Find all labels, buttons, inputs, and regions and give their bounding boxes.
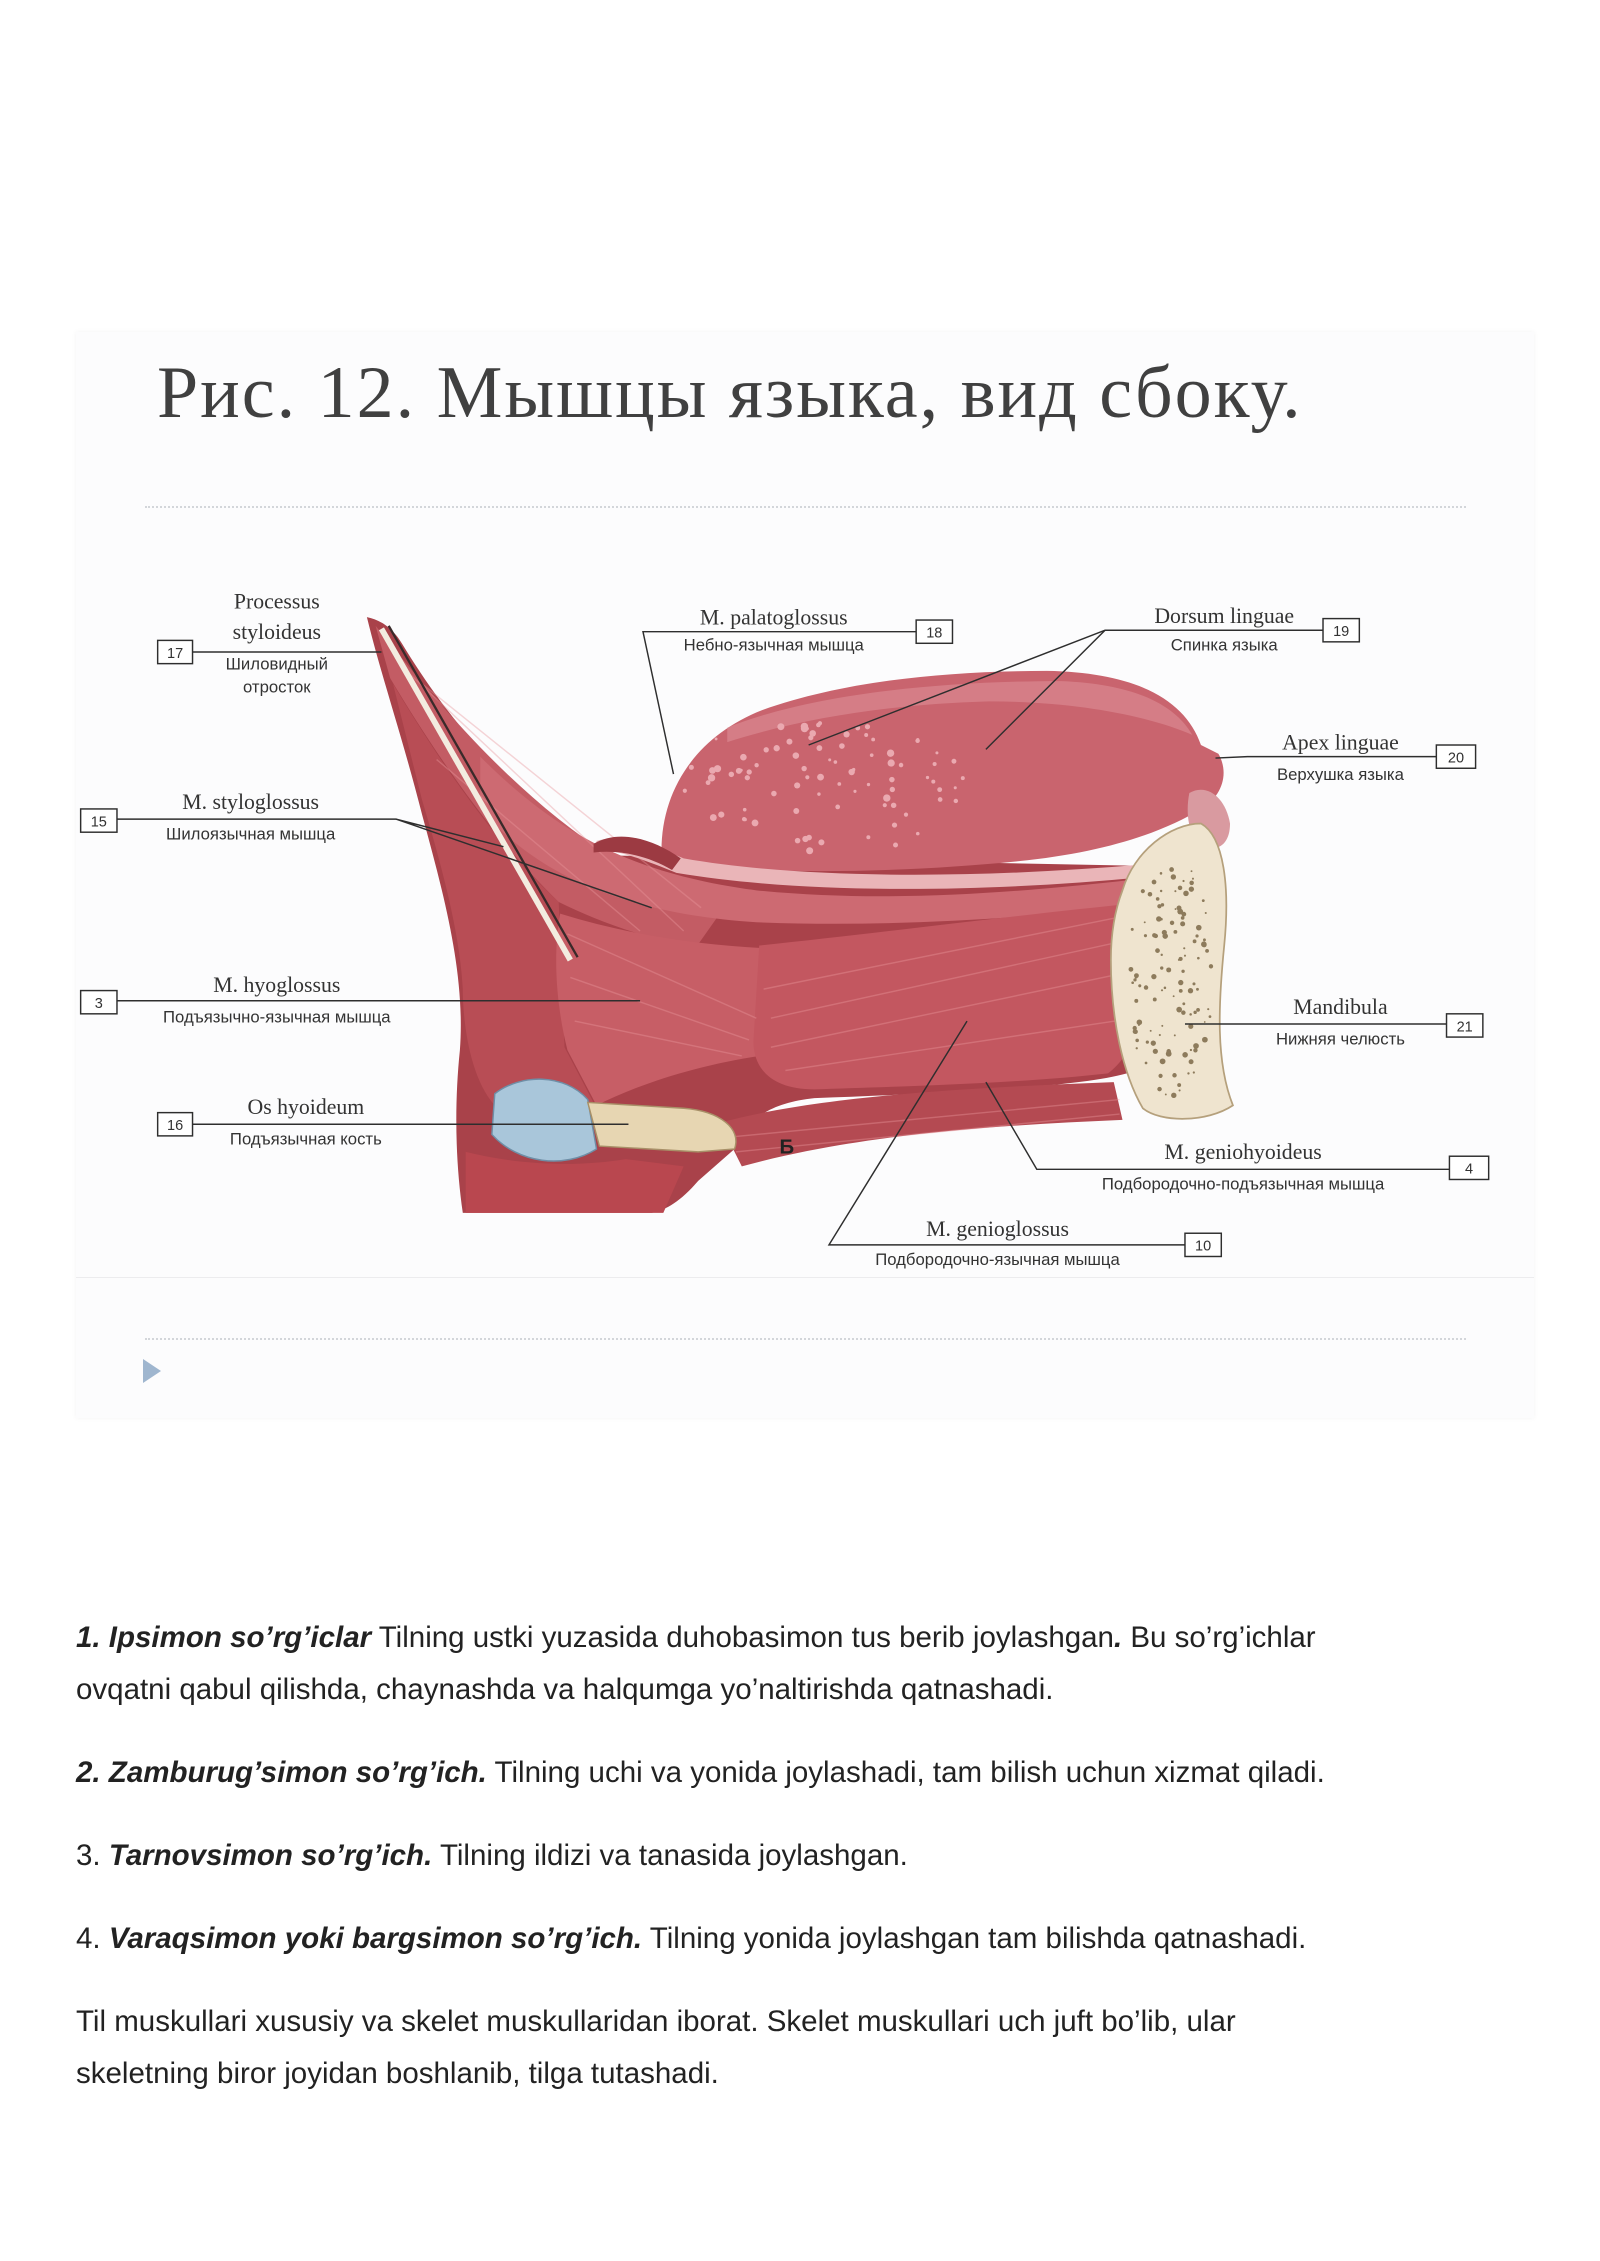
bone-pore <box>1183 947 1185 949</box>
bone-pore <box>1173 930 1177 934</box>
papilla-dot <box>764 747 769 752</box>
bone-pore <box>1177 906 1182 911</box>
bone-pore <box>1161 954 1163 956</box>
bone-pore <box>1209 964 1213 968</box>
paragraph-til-muskullari <box>76 1996 1556 2100</box>
paragraph-text: Tilning ustki yuzasida duhobasimon tus berib joylashgan <box>371 1621 1114 1654</box>
papilla-dot <box>883 794 890 801</box>
bone-pore <box>1179 989 1183 993</box>
papilla-dot <box>743 808 747 812</box>
bone-pore <box>1207 1008 1209 1010</box>
papilla-dot <box>747 769 752 774</box>
papilla-dot <box>706 780 711 785</box>
bone-pore <box>1209 1015 1212 1018</box>
bone-pore <box>1179 1089 1181 1091</box>
bone-pore <box>1153 998 1157 1002</box>
label-number: 18 <box>926 625 943 642</box>
paragraph-line: Til muskullari xususiy va skelet muskullaridan iborat. Skelet muskullari uch juft bo’lib, ular <box>76 2005 1236 2038</box>
bone-pore <box>1136 1047 1138 1049</box>
papilla-dot <box>805 775 809 779</box>
label-latin: M. styloglossus <box>182 789 320 814</box>
bone-pore <box>1164 987 1167 990</box>
bone-pore <box>1134 999 1138 1003</box>
bone-pore <box>1156 916 1161 921</box>
label-russian: Подбородочно-подъязычная мышца <box>1101 1174 1385 1194</box>
papilla-dot <box>839 743 845 749</box>
papilla-dot <box>888 759 895 766</box>
bone-pore <box>1178 886 1183 891</box>
bone-pore <box>1201 941 1207 947</box>
bone-pore <box>1133 978 1136 981</box>
bone-pore <box>1202 899 1205 902</box>
bone-pore <box>1176 1007 1182 1013</box>
paragraph-line <box>76 1612 1556 1664</box>
label-processus-styloideus <box>158 589 328 696</box>
bone-pore <box>1160 872 1163 875</box>
bone-pore <box>1152 933 1156 937</box>
bone-pore <box>1189 1059 1194 1064</box>
dotted-divider-top <box>145 506 1466 508</box>
papilla-dot <box>774 745 780 751</box>
papilla-dot <box>889 777 894 782</box>
figure-panel <box>76 332 1534 1418</box>
papilla-dot <box>710 814 717 821</box>
bone-pore <box>1182 880 1184 882</box>
label-latin: Dorsum linguae <box>1154 603 1295 628</box>
papilla-dot <box>816 745 822 751</box>
bone-pore <box>1156 897 1160 901</box>
bone-pore <box>1205 912 1207 914</box>
bone-pore <box>1171 874 1176 879</box>
bone-pore <box>1148 892 1153 897</box>
label-mandibula <box>1276 995 1483 1049</box>
papilla-dot <box>715 737 718 740</box>
bone-pore <box>1158 1074 1162 1078</box>
bone-pore <box>1193 1043 1199 1049</box>
label-number: 15 <box>90 814 107 831</box>
paragraph-line <box>76 1747 1556 1799</box>
bone-pore <box>1196 1008 1200 1012</box>
article-text <box>76 1612 1556 2131</box>
bone-pore <box>1181 916 1185 920</box>
papilla-dot <box>931 780 935 784</box>
bone-pore <box>1162 930 1167 935</box>
bone-pore <box>1173 995 1175 997</box>
label-russian: Спинка языка <box>1170 635 1278 655</box>
anatomy-drawing <box>367 617 1233 1213</box>
bone-pore <box>1205 949 1209 953</box>
papilla-dot <box>793 752 800 759</box>
label-number: 10 <box>1195 1238 1212 1255</box>
label-number: 20 <box>1447 750 1465 767</box>
bone-pore <box>1152 880 1157 885</box>
papilla-dot <box>740 769 743 772</box>
bone-pore <box>1179 957 1183 961</box>
label-styloglossus <box>81 790 336 844</box>
label-geniohyoideus <box>1102 1140 1489 1194</box>
papilla-dot <box>893 842 898 847</box>
papilla-dot <box>718 812 724 818</box>
label-latin: M. hyoglossus <box>213 973 341 998</box>
paragraph-line: skeletning biror joyidan boshlanib, tilga tutashadi. <box>76 2057 719 2090</box>
papilla-dot <box>892 822 897 827</box>
bone-pore <box>1141 889 1145 893</box>
bone-pore <box>1138 1024 1140 1026</box>
label-russian: Подъязычно-язычная мышца <box>163 1007 391 1027</box>
papilla-dot <box>961 776 965 780</box>
dotted-divider-bottom <box>145 1338 1466 1340</box>
papilla-dot <box>938 797 943 802</box>
label-russian: отросток <box>243 677 311 697</box>
papilla-dot <box>818 839 824 845</box>
label-russian: Верхушка языка <box>1276 764 1404 784</box>
bone-pore <box>1203 938 1206 941</box>
papilla-dot <box>954 786 957 789</box>
bone-pore <box>1160 1058 1166 1064</box>
bone-pore <box>1169 867 1174 872</box>
papilla-dot <box>808 735 813 740</box>
papilla-dot <box>802 836 808 842</box>
label-latin: Apex linguae <box>1282 730 1399 755</box>
bone-pore <box>1161 1025 1163 1027</box>
bone-pore <box>1161 989 1163 991</box>
papilla-dot <box>853 790 856 793</box>
papilla-dot <box>806 847 813 854</box>
bone-pore <box>1155 948 1160 953</box>
panel-letter: Б <box>779 1136 795 1159</box>
bone-pore <box>1187 1072 1189 1074</box>
figure-bottom-rule <box>76 1277 1534 1278</box>
paragraph-text: Tilning uchi va yonida joylashadi, tam bilish uchun xizmat qiladi. <box>486 1756 1325 1789</box>
bone-pore <box>1133 1026 1137 1030</box>
papilla-dot <box>865 724 870 729</box>
bone-pore <box>1174 1034 1176 1036</box>
papilla-dot <box>771 791 777 797</box>
papilla-dot <box>801 723 808 730</box>
bone-pore <box>1189 881 1194 886</box>
bone-pore <box>1193 1071 1195 1073</box>
bone-pore <box>1182 1052 1188 1058</box>
bone-pore <box>1135 1039 1139 1043</box>
paragraph-line: ovqatni qabul qilishda, chaynashda va halqumga yo’naltirishda qatnashadi. <box>76 1673 1054 1706</box>
paragraph-tarnovsimon <box>76 1830 1556 1882</box>
label-latin: Processus <box>233 589 320 614</box>
papilla-dot <box>871 738 875 742</box>
papilla-dot <box>689 765 694 770</box>
label-latin: styloideus <box>232 619 321 644</box>
bone-pore <box>1144 985 1148 989</box>
bone-pore <box>1177 1083 1181 1087</box>
papilla-dot <box>714 765 721 772</box>
bone-pore <box>1193 939 1197 943</box>
term-varaqsimon: Varaqsimon yoki bargsimon so’rg’ich. <box>108 1922 643 1955</box>
papilla-dot <box>752 819 759 826</box>
paragraph-line <box>76 1830 1556 1882</box>
term-tarnovsimon: Tarnovsimon so’rg’ich. <box>108 1839 433 1872</box>
bone-pore <box>1192 982 1195 985</box>
label-latin: Mandibula <box>1293 994 1388 1019</box>
bone-pore <box>1151 974 1156 979</box>
bone-pore <box>1197 957 1200 960</box>
papilla-dot <box>801 766 806 771</box>
label-russian: Подбородочно-язычная мышца <box>875 1250 1120 1270</box>
bone-pore <box>1196 925 1202 931</box>
label-latin: M. geniohyoideus <box>1164 1140 1322 1165</box>
bone-pore <box>1189 1013 1191 1015</box>
label-latin: M. palatoglossus <box>699 605 848 630</box>
papilla-dot <box>883 803 887 807</box>
papilla-dot <box>933 762 937 766</box>
label-latin: Os hyoideum <box>247 1095 365 1120</box>
label-number: 4 <box>1465 1161 1474 1178</box>
bone-pore <box>1138 984 1141 987</box>
papilla-dot <box>740 754 747 761</box>
papilla-dot <box>794 782 800 788</box>
bone-pore <box>1159 1034 1161 1036</box>
papilla-dot <box>683 789 687 793</box>
label-number: 16 <box>167 1118 184 1135</box>
papilla-dot <box>891 803 896 808</box>
label-number: 19 <box>1333 624 1350 641</box>
bone-pore <box>1170 921 1174 925</box>
papilla-dot <box>754 763 758 767</box>
bone-pore <box>1151 1041 1156 1046</box>
bone-pore <box>1196 988 1199 991</box>
bone-pore <box>1192 878 1194 880</box>
papilla-dot <box>852 768 855 771</box>
papilla-dot <box>935 751 938 754</box>
papilla-dot <box>870 753 874 757</box>
label-russian: Небно-язычная мышца <box>683 635 864 655</box>
papilla-dot <box>866 835 870 839</box>
papilla-dot <box>937 787 942 792</box>
bone-pore <box>1131 928 1134 931</box>
papilla-dot <box>904 813 908 817</box>
label-russian: Шилоязычная мышца <box>166 824 336 844</box>
paragraph-ipsimon <box>76 1612 1556 1716</box>
bone-pore <box>1184 955 1186 957</box>
papilla-dot <box>915 739 920 744</box>
play-triangle-icon <box>143 1359 161 1383</box>
tongue-muscles-illustration <box>76 575 1534 1287</box>
papilla-dot <box>817 774 824 781</box>
label-number: 17 <box>167 645 184 662</box>
bone-pore <box>1204 1021 1206 1023</box>
bone-pore <box>1171 1093 1176 1098</box>
label-russian: Шиловидный <box>225 654 328 674</box>
bone-pore <box>1144 921 1146 923</box>
label-palatoglossus <box>684 605 953 654</box>
bone-pore <box>1134 973 1139 978</box>
bone-pore <box>1144 934 1147 937</box>
paragraph-text: Bu so’rg’ichlar <box>1122 1621 1316 1654</box>
papilla-dot <box>786 739 792 745</box>
bone-pore <box>1150 1030 1152 1032</box>
bone-pore <box>1146 1041 1149 1044</box>
bone-pore <box>1129 967 1134 972</box>
label-hyoglossus <box>81 973 392 1027</box>
bone-pore <box>1181 912 1186 917</box>
bone-pore <box>1181 970 1184 973</box>
bone-pore <box>1178 980 1183 985</box>
bone-pore <box>1190 1049 1192 1051</box>
bone-pore <box>1195 934 1198 937</box>
papilla-dot <box>793 808 799 814</box>
papilla-dot <box>887 749 894 756</box>
term-ipsimon: 1. Ipsimon so’rg’iclar <box>76 1621 372 1654</box>
papilla-dot <box>954 799 958 803</box>
bone-pore <box>1137 1019 1143 1025</box>
bone-pore <box>1172 1073 1176 1077</box>
bone-pore <box>1161 903 1164 906</box>
papilla-dot <box>828 758 831 761</box>
papilla-dot <box>745 775 750 780</box>
papilla-dot <box>867 783 870 786</box>
label-dorsum-linguae <box>1154 604 1359 655</box>
paragraph-zamburug <box>76 1747 1556 1799</box>
bone-pore <box>1166 1051 1172 1057</box>
bone-pore <box>1160 890 1162 892</box>
figure-title: Рис. 12. Мышцы языка, вид сбоку. <box>157 352 1303 434</box>
bone-pore <box>1157 1087 1162 1092</box>
papilla-dot <box>729 772 734 777</box>
label-russian: Подъязычная кость <box>229 1129 382 1149</box>
bone-pore <box>1181 1010 1185 1014</box>
bone-pore <box>1145 1062 1148 1065</box>
bone-pore <box>1166 967 1171 972</box>
bone-pore <box>1160 966 1163 969</box>
papilla-dot <box>742 817 746 821</box>
leader-apex-linguae <box>1215 757 1436 758</box>
bone-pore <box>1202 1037 1208 1043</box>
bone-pore <box>1183 891 1189 897</box>
papilla-dot <box>890 787 895 792</box>
bone-pore <box>1131 981 1134 984</box>
bone-pore <box>1189 886 1194 891</box>
item-number: 4. <box>76 1922 109 1955</box>
paragraph-line <box>76 1913 1556 1965</box>
bone-pore <box>1193 1048 1197 1052</box>
papilla-dot <box>926 776 929 779</box>
term-zamburug: 2. Zamburug’simon so’rg’ich. <box>76 1756 487 1789</box>
bone-pore <box>1153 1049 1158 1054</box>
label-number: 3 <box>94 996 103 1013</box>
papilla-dot <box>777 723 784 730</box>
papilla-dot <box>951 759 956 764</box>
label-latin: M. genioglossus <box>926 1217 1069 1242</box>
paragraph-varaqsimon <box>76 1913 1556 1965</box>
papilla-dot <box>816 723 821 728</box>
bone-pore <box>1180 921 1185 926</box>
paragraph-text: Tilning ildizi va tanasida joylashgan. <box>432 1839 908 1872</box>
bone-pore <box>1193 1011 1196 1014</box>
papilla-dot <box>899 763 904 768</box>
papilla-dot <box>843 731 849 737</box>
label-genioglossus <box>875 1217 1221 1269</box>
papilla-dot <box>835 805 840 810</box>
bone-pore <box>1165 1094 1167 1096</box>
bone-pore <box>1188 988 1193 993</box>
papilla-dot <box>817 792 820 795</box>
label-os-hyoideum <box>158 1095 382 1149</box>
papilla-dot <box>837 782 841 786</box>
label-number: 21 <box>1456 1019 1473 1036</box>
paragraph-text: Tilning yonida joylashgan tam bilishda qatnashadi. <box>642 1922 1307 1955</box>
bone-pore <box>1182 1002 1185 1005</box>
papilla-dot <box>834 760 838 764</box>
bone-pore <box>1175 908 1177 910</box>
bold-period: . <box>1113 1621 1123 1654</box>
item-number: 3. <box>76 1839 109 1872</box>
papilla-dot <box>864 733 868 737</box>
bone-pore <box>1174 890 1176 892</box>
papilla-dot <box>795 838 801 844</box>
papilla-dot <box>916 832 920 836</box>
bone-pore <box>1191 870 1193 872</box>
label-russian: Нижняя челюсть <box>1275 1029 1405 1049</box>
